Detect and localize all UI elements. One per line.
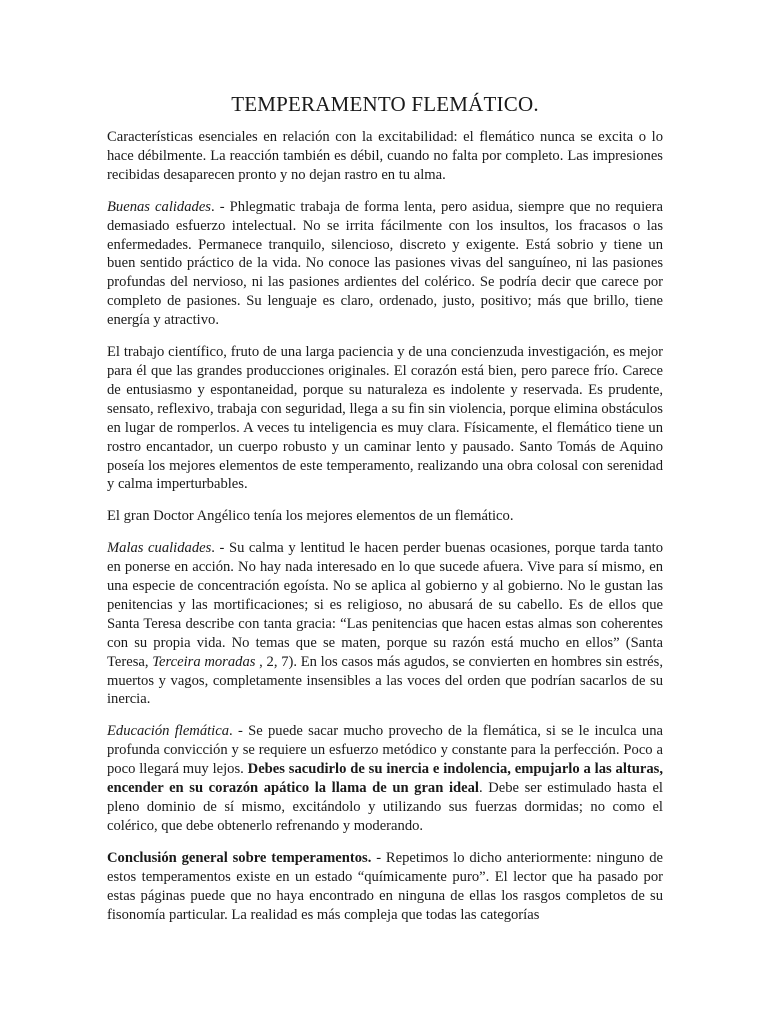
good-qualities-text: . - Phlegmatic trabaja de forma lenta, pero asidua, siempre que no requiera demasiado esfuerzo intelectual. No se irrita fácilmente con los insultos, los fracasos o las enfermedades. Permanece tranquilo, silencioso, discreto y exigente. Está sobrio y tiene un buen sentido práctico de la vida. No conoce las pasiones vivas del sanguíneo, ni las pasiones profundas del nervioso, ni las pasiones ardientes del colérico. Se podría decir que carece por completo de pasiones. Su lenguaje es claro, ordenado, justo, positivo; más que brillo, tiene energía y atractivo.	[107, 198, 663, 329]
paragraph-scientific-work	[107, 343, 663, 494]
education-emphasis: Debes sacudirlo de su inercia e indolencia, empujarlo a las alturas, encender en su corazón apático la llama de un gran ideal	[107, 761, 663, 797]
angelic-doctor-text: El gran Doctor Angélico tenía los mejores elementos de un flemático.	[107, 508, 514, 525]
scientific-work-text: El trabajo científico, fruto de una larga paciencia y de una concienzuda investigación, es mejor para él que las grandes producciones originales. El corazón está bien, pero parece frío. Carece de entusiasmo y espontaneidad, porque su naturaleza es indolente y reservada. Es prudente, sensato, reflexivo, trabaja con seguridad, llega a su fin sin violencia, porque elimina obstáculos en lugar de romperlos. A veces tu inteligencia es muy clara. Físicamente, el flemático tiene un rostro encantador, un cuerpo robusto y un caminar lento y pausado. Santo Tomás de Aquino poseía los mejores elementos de este temperamento, realizando una obra colosal con serenidad y calma imperturbables.	[107, 344, 663, 493]
bad-qualities-heading: Malas cualidades	[107, 540, 212, 557]
paragraph-intro	[107, 128, 663, 185]
bad-qualities-citation: Terceira moradas	[152, 653, 256, 670]
education-heading: Educación flemática	[107, 723, 230, 740]
paragraph-intro-text: Características esenciales en relación con la excitabilidad: el flemático nunca se excita o lo hace débilmente. La reacción también es débil, cuando no falta por completo. Las impresiones recibidas desaparecen pronto y no dejan rastro en tu alma.	[107, 129, 663, 183]
paragraph-phlegmatic-education	[107, 722, 663, 835]
paragraph-good-qualities	[107, 198, 663, 330]
good-qualities-heading: Buenas calidades	[107, 198, 211, 215]
document-page	[107, 90, 663, 937]
conclusion-text: - Repetimos lo dicho anteriormente: ninguno de estos temperamentos existe en un estado “químicamente puro”. El lector que ha pasado por estas páginas puede que no haya encontrado en ninguna de ellas los rasgos completos de su fisonomía particular. La realidad es más compleja que todas las categorías	[107, 849, 664, 923]
paragraph-angelic-doctor	[107, 507, 663, 526]
paragraph-bad-qualities	[107, 539, 663, 709]
document-title: TEMPERAMENTO FLEMÁTICO.	[231, 92, 539, 116]
education-text-b: . Debe ser estimulado hasta el pleno dominio de sí mismo, excitándolo y utilizando sus fuerzas dormidas; no como el colérico, que debe obtenerlo refrenando y moderando.	[107, 780, 663, 834]
education-text-a: . - Se puede sacar mucho provecho de la flemática, si se le inculca una profunda convicción y se requiere un esfuerzo metódico y constante para la perfección. Poco a poco llegará muy lejos.	[107, 723, 663, 778]
paragraph-general-conclusion	[107, 849, 663, 925]
bad-qualities-text-b: , 2, 7). En los casos más agudos, se convierten en hombres sin estrés, muertos y vagos, completamente insensibles a las voces del orden que podrían sacarlos de su inercia.	[107, 653, 663, 708]
conclusion-heading: Conclusión general sobre temperamentos.	[107, 849, 372, 866]
bad-qualities-text-a: . - Su calma y lentitud le hacen perder buenas ocasiones, porque tarda tanto en ponerse en acción. No hay nada interesado en lo que sucede afuera. Vive para sí mismo, en una especie de concentración egoísta. No se aplica al gobierno y al gobierno. No le gustan las penitencias y las mortificaciones; si es religioso, no abusará de su cabello. Es de ellos que Santa Teresa describe con tanta gracia: “Las penitencias que hacen estas almas son coherentes con su propia vida. No temas que se maten, porque su razón está mucho en ellos” (Santa Teresa,	[107, 540, 663, 670]
